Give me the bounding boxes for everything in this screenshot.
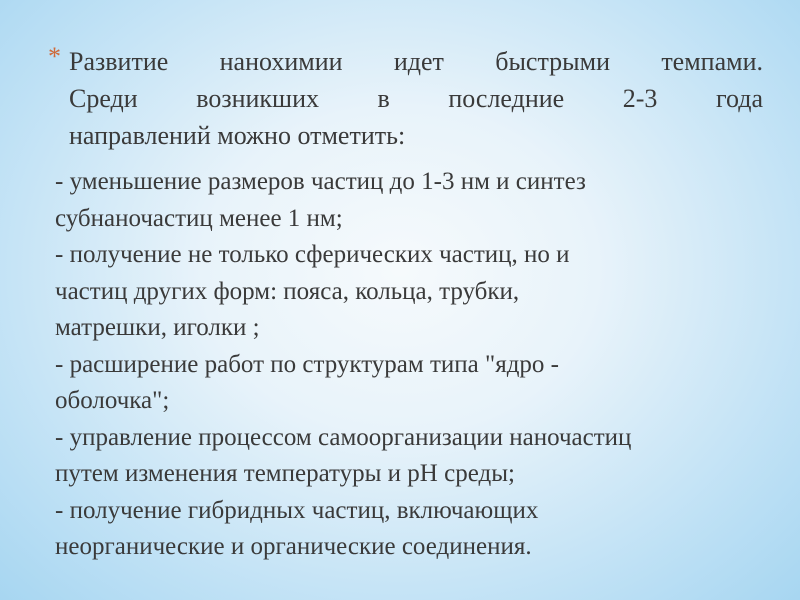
list-item-line: матрешки, иголки ; (55, 314, 260, 341)
intro-line: направлений можно отметить: (69, 121, 406, 150)
bullet-star-icon: * (48, 42, 61, 71)
list-item-line: - уменьшение размеров частиц до 1-3 нм и синтез (55, 168, 586, 195)
list-item-line: неорганические и органические соединения. (55, 533, 532, 560)
list-item-line: - расширение работ по структурам типа "ядро - (55, 350, 559, 378)
list-item-line: - получение гибридных частиц, включающих (55, 496, 539, 524)
intro-line: Развитие нанохимии идет быстрыми темпами. (69, 47, 763, 76)
list-item-line: частиц других форм: пояса, кольца, трубки, (55, 277, 520, 305)
directions-list (55, 164, 785, 566)
list-item-line: - управление процессом самоорганизации наночастиц (55, 423, 632, 451)
list-item-line: оболочка"; (55, 387, 170, 414)
intro-paragraph (69, 43, 763, 154)
intro-line: Среди возникших в последние 2-3 года (69, 84, 763, 113)
list-item-line: субнаночастиц менее 1 нм; (55, 204, 343, 232)
list-item-line: - получение не только сферических частиц, но и (55, 241, 570, 268)
list-item-line: путем изменения температуры и pH среды; (55, 460, 515, 487)
